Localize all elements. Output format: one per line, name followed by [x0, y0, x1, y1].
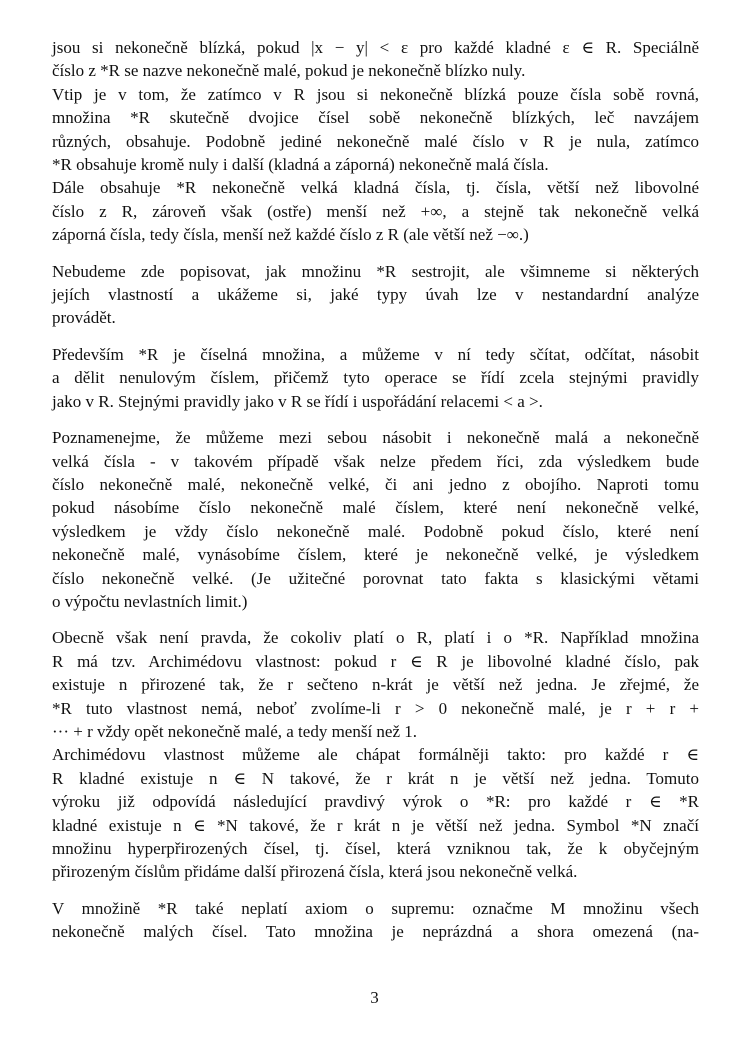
- text-line: výroku již odpovídá následující pravdivý výrok o *R: pro každé r ∈ *R: [52, 792, 699, 812]
- text-line: jsou si nekonečně blízká, pokud |x − y| < ε pro každé kladné ε ∈ R. Speciálně: [52, 38, 699, 57]
- text-line: a dělit nenulovým číslem, přičemž tyto operace se řídí zcela stejnými pravidly: [52, 368, 699, 388]
- text-line: Archimédovu vlastnost můžeme ale chápat formálněji takto: pro každé r ∈: [52, 745, 699, 765]
- text-line: záporná čísla, tedy čísla, menší než každé číslo z R (ale větší než −∞.): [52, 225, 529, 245]
- text-line: pokud násobíme číslo nekonečně malé číslem, které není nekonečně velké,: [52, 498, 699, 518]
- paragraph-archimedean: [52, 626, 699, 743]
- text-line: číslo z *R se nazve nekonečně malé, pokud je nekonečně blízko nuly.: [52, 61, 526, 81]
- text-line: *R obsahuje kromě nuly i další (kladná a záporná) nekonečně malá čísla.: [52, 155, 549, 175]
- text-line: různých, obsahuje. Podobně jediné nekonečně malé číslo v R je nula, zatímco: [52, 131, 699, 151]
- text-line: V množině *R také neplatí axiom o supremu: označme M množinu všech: [52, 898, 699, 918]
- text-line: číslo nekonečně malé, nekonečně velké, či ani jedno z obojího. Naproti tomu: [52, 474, 699, 494]
- paragraph-archimedean-formal: [52, 743, 699, 883]
- paragraph-infinitely-close: [52, 36, 699, 83]
- paragraph-multiplication: [52, 426, 699, 613]
- text-line: Dále obsahuje *R nekonečně velká kladná čísla, tj. čísla, větší než libovolné: [52, 178, 699, 198]
- paragraph-the-trick: [52, 83, 699, 177]
- text-line: Vtip je v tom, že zatímco v R jsou si nekonečně blízká pouze čísla sobě rovná,: [52, 84, 699, 104]
- text-line: provádět.: [52, 308, 116, 328]
- paragraph-number-set: [52, 343, 699, 413]
- page-number: 3: [370, 988, 379, 1007]
- text-line: nekonečně malé, vynásobíme číslem, které je nekonečně velké, je výsledkem: [52, 545, 699, 565]
- text-line: množinu hyperpřirozených čísel, tj. čísel, která vzniknou tak, že k obyčejným: [52, 839, 699, 858]
- text-line: existuje n přirozené tak, že r sečteno n-krát je větší než jedna. Je zřejmé, že: [52, 675, 699, 695]
- paragraph-construction: [52, 260, 699, 330]
- text-line: nekonečně malých čísel. Tato množina je neprázdná a shora omezená (na-: [52, 922, 699, 942]
- text-line: Poznamenejme, že můžeme mezi sebou násobit i nekonečně malá a nekonečně: [52, 428, 699, 448]
- text-line: ··· + r vždy opět nekonečně malé, a tedy menší než 1.: [52, 721, 418, 741]
- text-line: Nebudeme zde popisovat, jak množinu *R sestrojit, ale všimneme si některých: [52, 261, 699, 281]
- text-line: jako v R. Stejnými pravidly jako v R se řídí i uspořádání relacemi < a >.: [52, 391, 543, 411]
- text-line: jejích vlastností a ukážeme si, jaké typy úvah lze v nestandardní analýze: [52, 285, 699, 305]
- text-line: Především *R je číselná množina, a můžeme v ní tedy sčítat, odčítat, násobit: [52, 344, 699, 364]
- text-line: o výpočtu nevlastních limit.): [52, 591, 248, 611]
- text-line: Obecně však není pravda, že cokoliv platí o R, platí i o *R. Například množina: [52, 628, 699, 648]
- paragraph-supremum: [52, 897, 699, 944]
- document-body: [52, 36, 699, 944]
- text-line: kladné existuje n ∈ *N takové, že r krát n je větší než jedna. Symbol *N značí: [52, 815, 699, 835]
- text-line: *R tuto vlastnost nemá, neboť zvolíme-li r > 0 nekonečně malé, je r + r +: [52, 698, 699, 718]
- text-line: výsledkem je vždy číslo nekonečně malé. Podobně pokud číslo, které není: [52, 521, 699, 541]
- text-line: přirozeným číslům přidáme další přirozená čísla, která jsou nekonečně velká.: [52, 862, 578, 882]
- text-line: číslo z R, zároveň však (ostře) menší než +∞, a stejně tak nekonečně velká: [52, 201, 699, 221]
- text-line: R má tzv. Archimédovu vlastnost: pokud r ∈ R je libovolné kladné číslo, pak: [52, 651, 699, 671]
- text-line: číslo nekonečně velké. (Je užitečné porovnat tato fakta s klasickými větami: [52, 568, 699, 588]
- text-line: R kladné existuje n ∈ N takové, že r krát n je větší než jedna. Tomuto: [52, 768, 699, 788]
- paragraph-infinitely-large: [52, 176, 699, 246]
- text-line: množina *R skutečně dvojice čísel sobě nekonečně blízkých, leč navzájem: [52, 108, 699, 128]
- text-line: velká čísla - v takovém případě však nelze předem říci, zda výsledkem bude: [52, 451, 699, 471]
